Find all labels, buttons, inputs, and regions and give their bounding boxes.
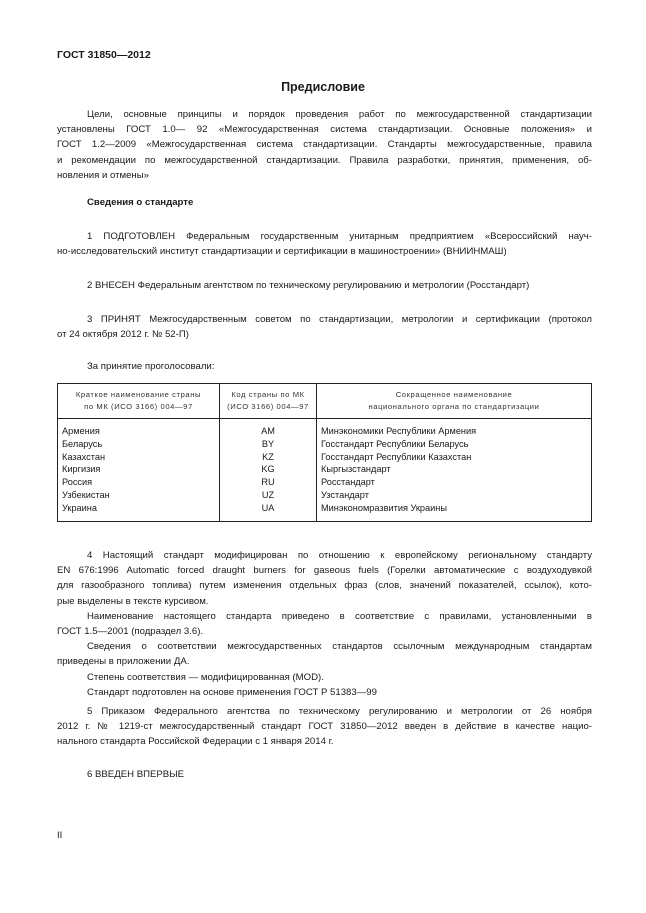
text-line: Наименование настоящего стандарта приведено в соответствие с правилами, установленными в xyxy=(87,610,592,622)
table-row xyxy=(58,438,592,451)
country-cell: Армения xyxy=(58,419,220,438)
section-heading: Сведения о стандарте xyxy=(87,197,194,208)
country-cell: Казахстан xyxy=(58,451,220,464)
text-line: 3 ПРИНЯТ Межгосударственным советом по стандартизации, метрологии и сертификации (протокол xyxy=(87,314,592,325)
item-3-paragraph xyxy=(57,312,592,342)
code-cell: KG xyxy=(220,463,317,476)
body-cell: Кыргызстандарт xyxy=(317,463,592,476)
vote-label: За принятие проголосовали: xyxy=(87,361,215,372)
table-row xyxy=(58,489,592,502)
country-cell: Узбекистан xyxy=(58,489,220,502)
header-line: Сокращенное наименование xyxy=(395,390,513,399)
text-line: 1 ПОДГОТОВЛЕН Федеральным государственным унитарным предприятием «Всероссийский науч- xyxy=(87,231,592,242)
text-line: от 24 октября 2012 г. № 52-П) xyxy=(57,329,189,341)
body-cell: Узстандарт xyxy=(317,489,592,502)
column-header-country xyxy=(58,384,220,419)
item-1-paragraph xyxy=(57,229,592,259)
intro-paragraph xyxy=(57,107,592,183)
text-line: Сведения о соответствии межгосударственных стандартов ссылочным международным стандартам xyxy=(87,641,592,653)
table-row xyxy=(58,502,592,521)
text-line: приведены в приложении ДА. xyxy=(57,656,190,668)
text-line: и рекомендации по межгосударственной стандартизации. Правила разработки, принятия, применения, об- xyxy=(57,154,592,166)
header-line: национального органа по стандартизации xyxy=(368,402,540,411)
item-4-paragraph xyxy=(57,548,592,700)
table-row xyxy=(58,463,592,476)
body-cell: Росстандарт xyxy=(317,476,592,489)
text-line: 6 ВВЕДЕН ВПЕРВЫЕ xyxy=(87,769,185,780)
text-line: новления и отмены» xyxy=(57,169,149,181)
text-line: 2012 г. № 1219-ст межгосударственный стандарт ГОСТ 31850—2012 введен в действие в качестве нацио- xyxy=(57,721,592,733)
code-cell: UZ xyxy=(220,489,317,502)
text-line: EN 676:1996 Automatic forced draught burners for gaseous fuels (Горелки автоматические с воздуходувкой xyxy=(57,565,592,577)
text-line: 2 ВНЕСЕН Федеральным агентством по техническому регулированию и метрологии (Росстандарт) xyxy=(87,280,530,291)
code-cell: AM xyxy=(220,419,317,438)
document-code: ГОСТ 31850—2012 xyxy=(57,49,151,61)
text-line: но-исследовательский институт стандартизации и сертификации в машиностроении» (ВНИИНМАШ) xyxy=(57,246,507,258)
text-line: Стандарт подготовлен на основе применения ГОСТ Р 51383—99 xyxy=(87,686,377,698)
body-cell: Минэкономики Республики Армения xyxy=(317,419,592,438)
text-line: нального стандарта Российской Федерации с 1 января 2014 г. xyxy=(57,736,334,748)
country-cell: Киргизия xyxy=(58,463,220,476)
table-row xyxy=(58,419,592,438)
header-line: Краткое наименование страны xyxy=(75,390,202,399)
text-line: установлены ГОСТ 1.0— 92 «Межгосударственная система стандартизации. Основные положения» и xyxy=(57,124,592,136)
text-line: рые выделены в тексте курсивом. xyxy=(57,595,209,607)
item-2-paragraph xyxy=(57,278,592,293)
text-line: для газообразного топлива) путем изменения отдельных фраз (слов, значений показателей, ссылок), кото- xyxy=(57,580,592,592)
code-cell: RU xyxy=(220,476,317,489)
column-header-code xyxy=(220,384,317,419)
country-cell: Украина xyxy=(58,502,220,521)
table-row xyxy=(58,476,592,489)
text-line: Цели, основные принципы и порядок проведения работ по межгосударственной стандартизации xyxy=(87,109,592,120)
page-number: II xyxy=(57,830,63,841)
header-line: по МК (ИСО 3166) 004—97 xyxy=(84,402,193,411)
code-cell: BY xyxy=(220,438,317,451)
text-line: Степень соответствия — модифицированная (MOD). xyxy=(87,671,324,683)
body-cell: Минэкономразвития Украины xyxy=(317,502,592,521)
code-cell: KZ xyxy=(220,451,317,464)
text-line: ГОСТ 1.2—2009 «Межгосударственная система стандартизации. Стандарты межгосударственные, правила xyxy=(57,139,592,151)
body-cell: Госстандарт Республики Беларусь xyxy=(317,438,592,451)
code-cell: UA xyxy=(220,502,317,521)
page-title: Предисловие xyxy=(281,80,365,94)
voting-table xyxy=(57,383,592,522)
header-line: Код страны по МК xyxy=(231,390,305,399)
column-header-body xyxy=(317,384,592,419)
table-header-row xyxy=(58,384,592,419)
item-5-paragraph xyxy=(57,704,592,750)
item-6-paragraph xyxy=(57,767,592,782)
text-line: ГОСТ 1.5—2001 (подраздел 3.6). xyxy=(57,626,204,638)
header-line: (ИСО 3166) 004—97 xyxy=(227,402,309,411)
table-row xyxy=(58,451,592,464)
country-cell: Беларусь xyxy=(58,438,220,451)
body-cell: Госстандарт Республики Казахстан xyxy=(317,451,592,464)
text-line: 4 Настоящий стандарт модифицирован по отношению к европейскому региональному стандарту xyxy=(87,550,592,561)
country-cell: Россия xyxy=(58,476,220,489)
text-line: 5 Приказом Федерального агентства по техническому регулированию и метрологии от 26 ноября xyxy=(87,706,592,717)
